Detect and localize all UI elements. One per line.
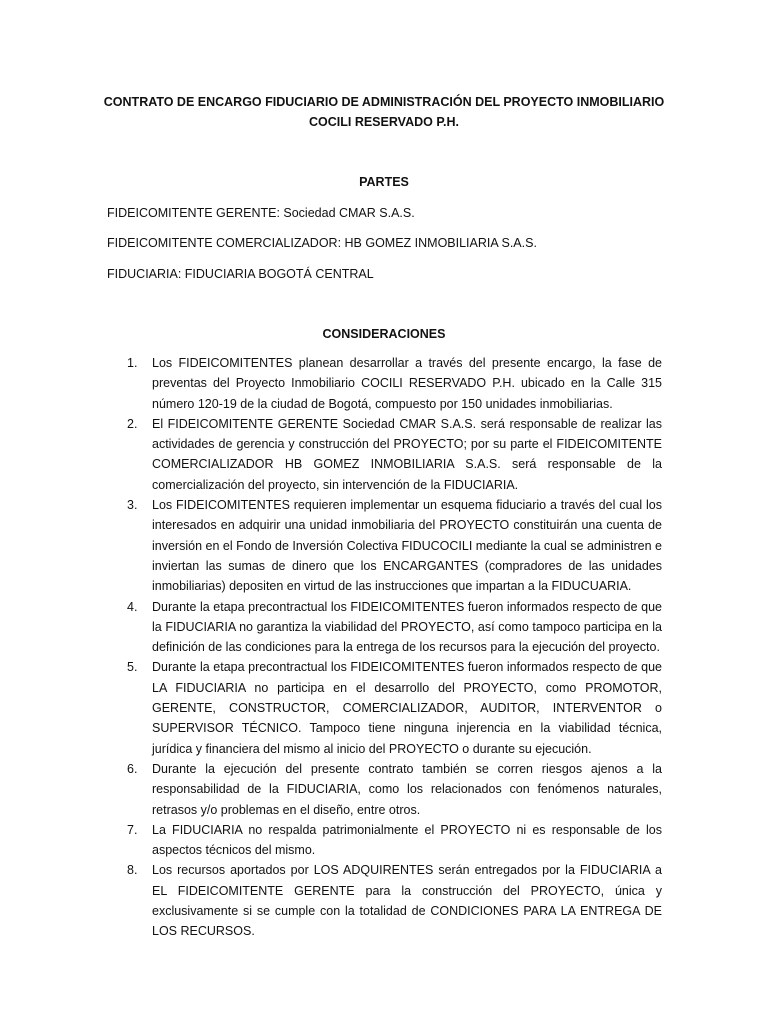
consideration-item: [107, 759, 662, 820]
consideraciones-heading: CONSIDERACIONES: [322, 327, 446, 341]
party-fiduciaria: FIDUCIARIA: FIDUCIARIA BOGOTÁ CENTRAL: [107, 267, 374, 281]
consideration-number: 2.: [127, 416, 138, 431]
partes-heading: PARTES: [359, 175, 409, 189]
consideration-text: Durante la etapa precontractual los FIDEICOMITENTES fueron informados respecto de que la FIDUCIARIA no garantiza la viabilidad del PROYECTO, así como tampoco participa en la definición de las condiciones para la entrega de los recursos para la ejecución del proyecto.: [152, 599, 662, 655]
consideration-text: Los FIDEICOMITENTES requieren implementar un esquema fiduciario a través del cual los interesados en adquirir una unidad inmobiliaria del PROYECTO constituirán una cuenta de inversión en el Fondo de Inversión Colectiva FIDUCOCILI mediante la cual se administren e inviertan las sumas de dinero que los ENCARGANTES (compradores de las unidades inmobiliarias) depositen en virtud de las instrucciones que impartan a la FIDUCUARIA.: [152, 498, 662, 594]
consideration-text: La FIDUCIARIA no respalda patrimonialmente el PROYECTO ni es responsable de los aspectos técnicos del mismo.: [152, 822, 662, 858]
consideration-item: [107, 860, 662, 941]
consideration-number: 6.: [127, 761, 138, 776]
consideration-text: Durante la etapa precontractual los FIDEICOMITENTES fueron informados respecto de que LA FIDUCIARIA no participa en el desarrollo del PROYECTO, como PROMOTOR, GERENTE, CONSTRUCTOR, COMERCIALIZADOR, AUDITOR, INTERVENTOR o SUPERVISOR TÉCNICO. Tampoco tiene ninguna injerencia en la viabilidad técnica, jurídica y financiera del mismo al inicio del PROYECTO o durante su ejecución.: [152, 660, 662, 756]
consideration-item: [107, 657, 662, 758]
document-title: [100, 92, 668, 132]
consideration-text: El FIDEICOMITENTE GERENTE Sociedad CMAR S.A.S. será responsable de realizar las actividades de gerencia y construcción del PROYECTO; por su parte el FIDEICOMITENTE COMERCIALIZADOR HB GOMEZ INMOBILIARIA S.A.S. será responsable de la comercialización del proyecto, sin intervención de la FIDUCIARIA.: [152, 416, 662, 492]
consideration-text: Los recursos aportados por LOS ADQUIRENTES serán entregados por la FIDUCIARIA a EL FIDEICOMITENTE GERENTE para la construcción del PROYECTO, única y exclusivamente si se cumple con la totalidad de CONDICIONES PARA LA ENTREGA DE LOS RECURSOS.: [152, 863, 662, 939]
consideration-text: Los FIDEICOMITENTES planean desarrollar a través del presente encargo, la fase de preventas del Proyecto Inmobiliario COCILI RESERVADO P.H. ubicado en la Calle 315 número 120-19 de la ciudad de Bogotá, compuesto por 150 unidades inmobiliarias.: [152, 356, 662, 411]
consideration-number: 1.: [127, 356, 138, 370]
consideration-number: 3.: [127, 498, 138, 513]
document-title-line-1: CONTRATO DE ENCARGO FIDUCIARIO DE ADMINISTRACIÓN DEL PROYECTO INMOBILIARIO: [103, 95, 665, 109]
consideration-item: [107, 353, 662, 414]
consideration-item: [107, 597, 662, 658]
consideration-number: 7.: [127, 822, 138, 837]
considerations-list: [107, 353, 662, 942]
consideration-number: 5.: [127, 660, 138, 675]
consideration-text: Durante la ejecución del presente contrato también se corren riesgos ajenos a la responsabilidad de la FIDUCIARIA, como los relacionados con fenómenos naturales, retrasos y/o problemas en el diseño, entre otros.: [152, 761, 662, 817]
consideration-number: 4.: [127, 599, 138, 614]
document-title-line-2: COCILI RESERVADO P.H.: [308, 115, 460, 129]
party-fideicomitente-comercializador: FIDEICOMITENTE COMERCIALIZADOR: HB GOMEZ INMOBILIARIA S.A.S.: [107, 236, 537, 250]
consideration-item: [107, 820, 662, 861]
consideration-number: 8.: [127, 863, 138, 878]
party-fideicomitente-gerente: FIDEICOMITENTE GERENTE: Sociedad CMAR S.A.S.: [107, 206, 415, 220]
consideration-item: [107, 495, 662, 596]
consideration-item: [107, 414, 662, 495]
